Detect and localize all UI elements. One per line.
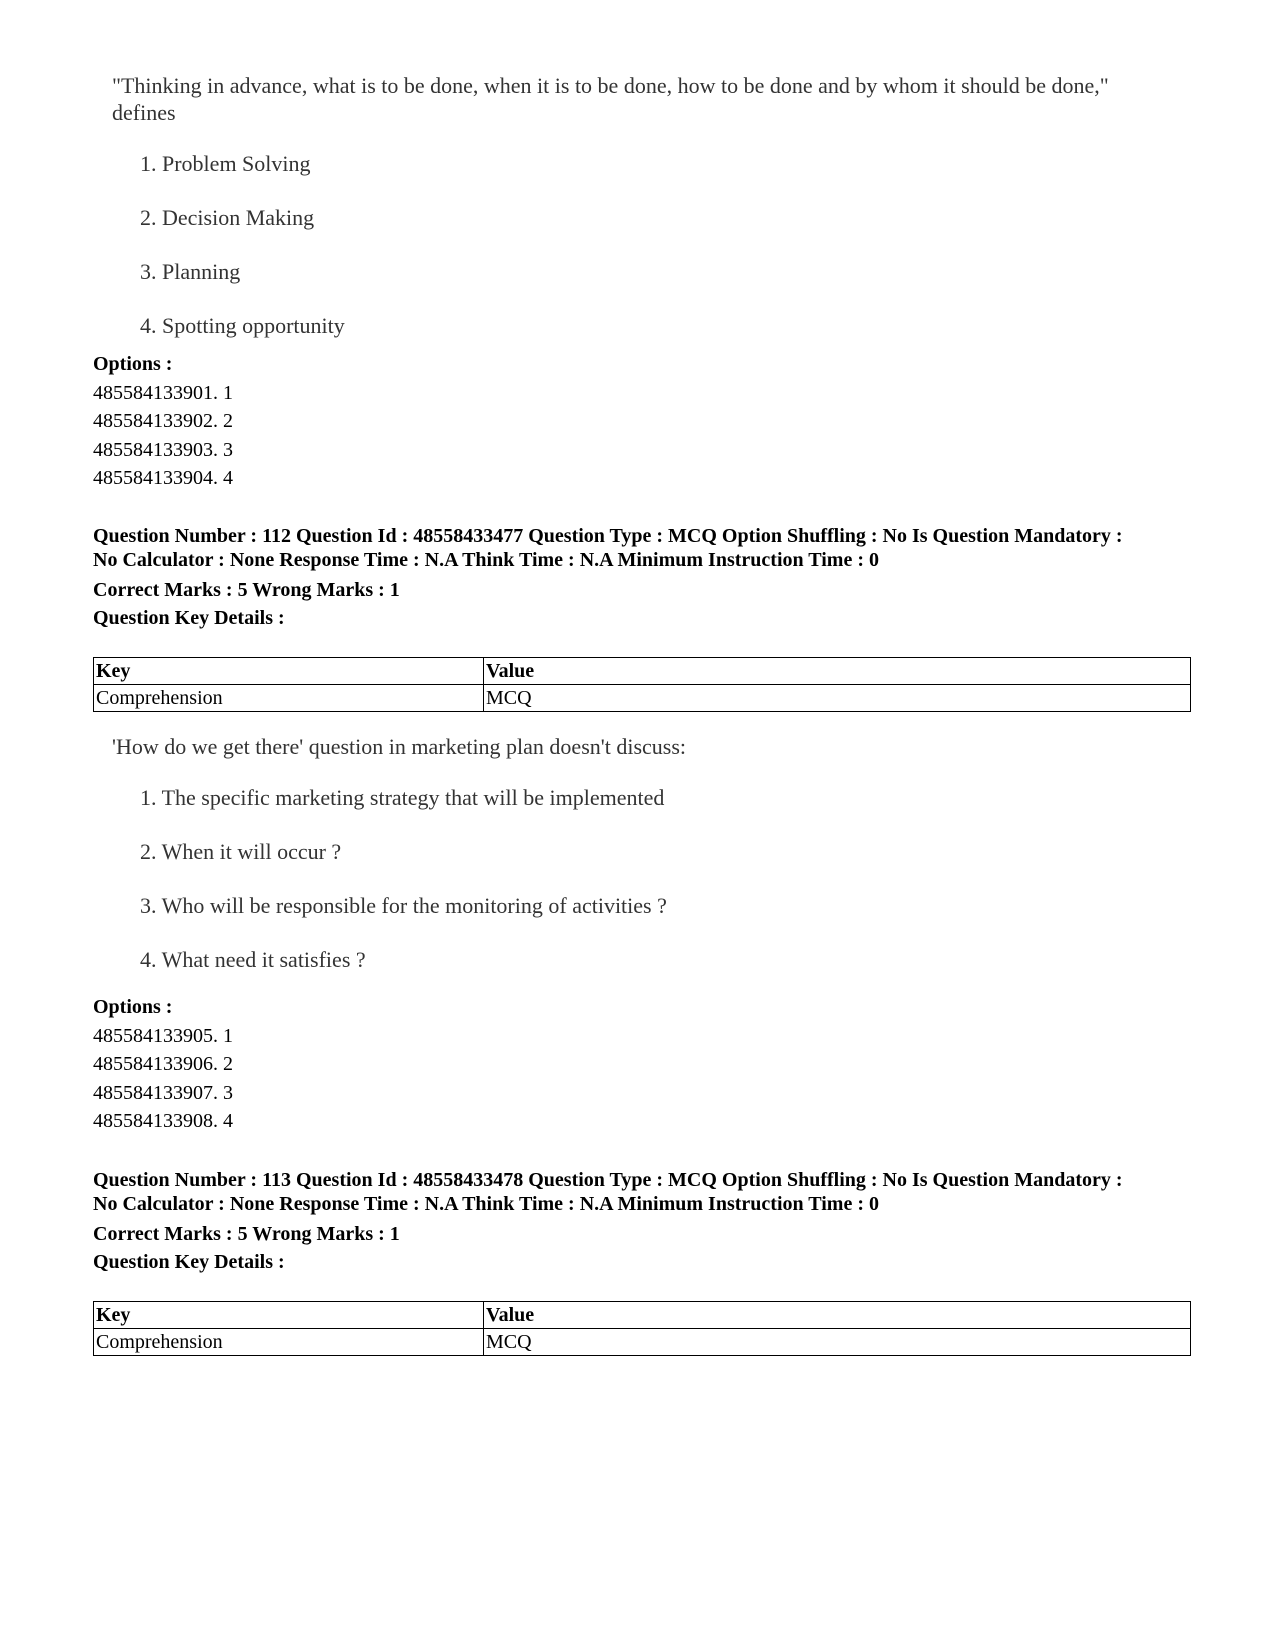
option-item: 485584133905. 1 xyxy=(93,1024,233,1047)
meta-line: Question Number : 112 Question Id : 48558433477 Question Type : MCQ Option Shuffling : No Is Question Mandatory : xyxy=(93,525,1123,547)
choice-item: 2. Decision Making xyxy=(140,205,315,230)
key-value-table xyxy=(93,657,1191,712)
table-header-cell: Key xyxy=(94,658,484,685)
table-cell: MCQ xyxy=(484,1329,1191,1356)
key-value-table xyxy=(93,1301,1191,1356)
option-item: 485584133903. 3 xyxy=(93,438,233,461)
choice-item: 2. When it will occur ? xyxy=(140,839,342,864)
marks-line: Correct Marks : 5 Wrong Marks : 1 xyxy=(93,1223,400,1245)
question-stem: "Thinking in advance, what is to be done, when it is to be done, how to be done and by whom it should be done," defines xyxy=(112,73,1109,125)
option-item: 485584133908. 4 xyxy=(93,1110,233,1132)
meta-line: Question Number : 113 Question Id : 48558433478 Question Type : MCQ Option Shuffling : No Is Question Mandatory : xyxy=(93,1169,1123,1191)
options-section xyxy=(93,993,233,1136)
question-image xyxy=(112,72,1122,366)
question-meta xyxy=(93,1168,1193,1276)
choice-item: 4. Spotting opportunity xyxy=(140,313,345,338)
question-meta xyxy=(93,524,1193,632)
option-item: 485584133906. 2 xyxy=(93,1053,233,1075)
table-row xyxy=(94,1329,1191,1356)
table-header-cell: Value xyxy=(484,658,1191,685)
choice-item: 1. The specific marketing strategy that will be implemented xyxy=(140,785,665,810)
table-cell: Comprehension xyxy=(94,685,484,712)
meta-line: No Calculator : None Response Time : N.A Think Time : N.A Minimum Instruction Time : 0 xyxy=(93,1193,879,1215)
option-item: 485584133902. 2 xyxy=(93,410,233,432)
question-stem: 'How do we get there' question in marketing plan doesn't discuss: xyxy=(112,734,687,759)
option-item: 485584133901. 1 xyxy=(93,381,233,404)
question-image xyxy=(112,733,1122,1000)
option-item: 485584133904. 4 xyxy=(93,467,233,489)
table-header-row xyxy=(94,658,1191,685)
table-header-cell: Key xyxy=(94,1302,484,1329)
question-choices xyxy=(112,784,1122,1000)
table-cell: MCQ xyxy=(484,685,1191,712)
question-choices xyxy=(112,150,1122,366)
marks-line: Correct Marks : 5 Wrong Marks : 1 xyxy=(93,579,400,601)
table-header-row xyxy=(94,1302,1191,1329)
meta-line: No Calculator : None Response Time : N.A Think Time : N.A Minimum Instruction Time : 0 xyxy=(93,549,879,571)
options-label: Options : xyxy=(93,996,173,1018)
table-row xyxy=(94,685,1191,712)
table-cell: Comprehension xyxy=(94,1329,484,1356)
key-details-label: Question Key Details : xyxy=(93,607,285,629)
choice-item: 4. What need it satisfies ? xyxy=(140,947,366,972)
option-item: 485584133907. 3 xyxy=(93,1081,233,1104)
options-section xyxy=(93,350,233,493)
choice-item: 3. Who will be responsible for the monitoring of activities ? xyxy=(140,893,667,918)
key-details-label: Question Key Details : xyxy=(93,1251,285,1273)
table-header-cell: Value xyxy=(484,1302,1191,1329)
choice-item: 1. Problem Solving xyxy=(140,151,311,176)
choice-item: 3. Planning xyxy=(140,259,241,284)
options-label: Options : xyxy=(93,353,173,375)
